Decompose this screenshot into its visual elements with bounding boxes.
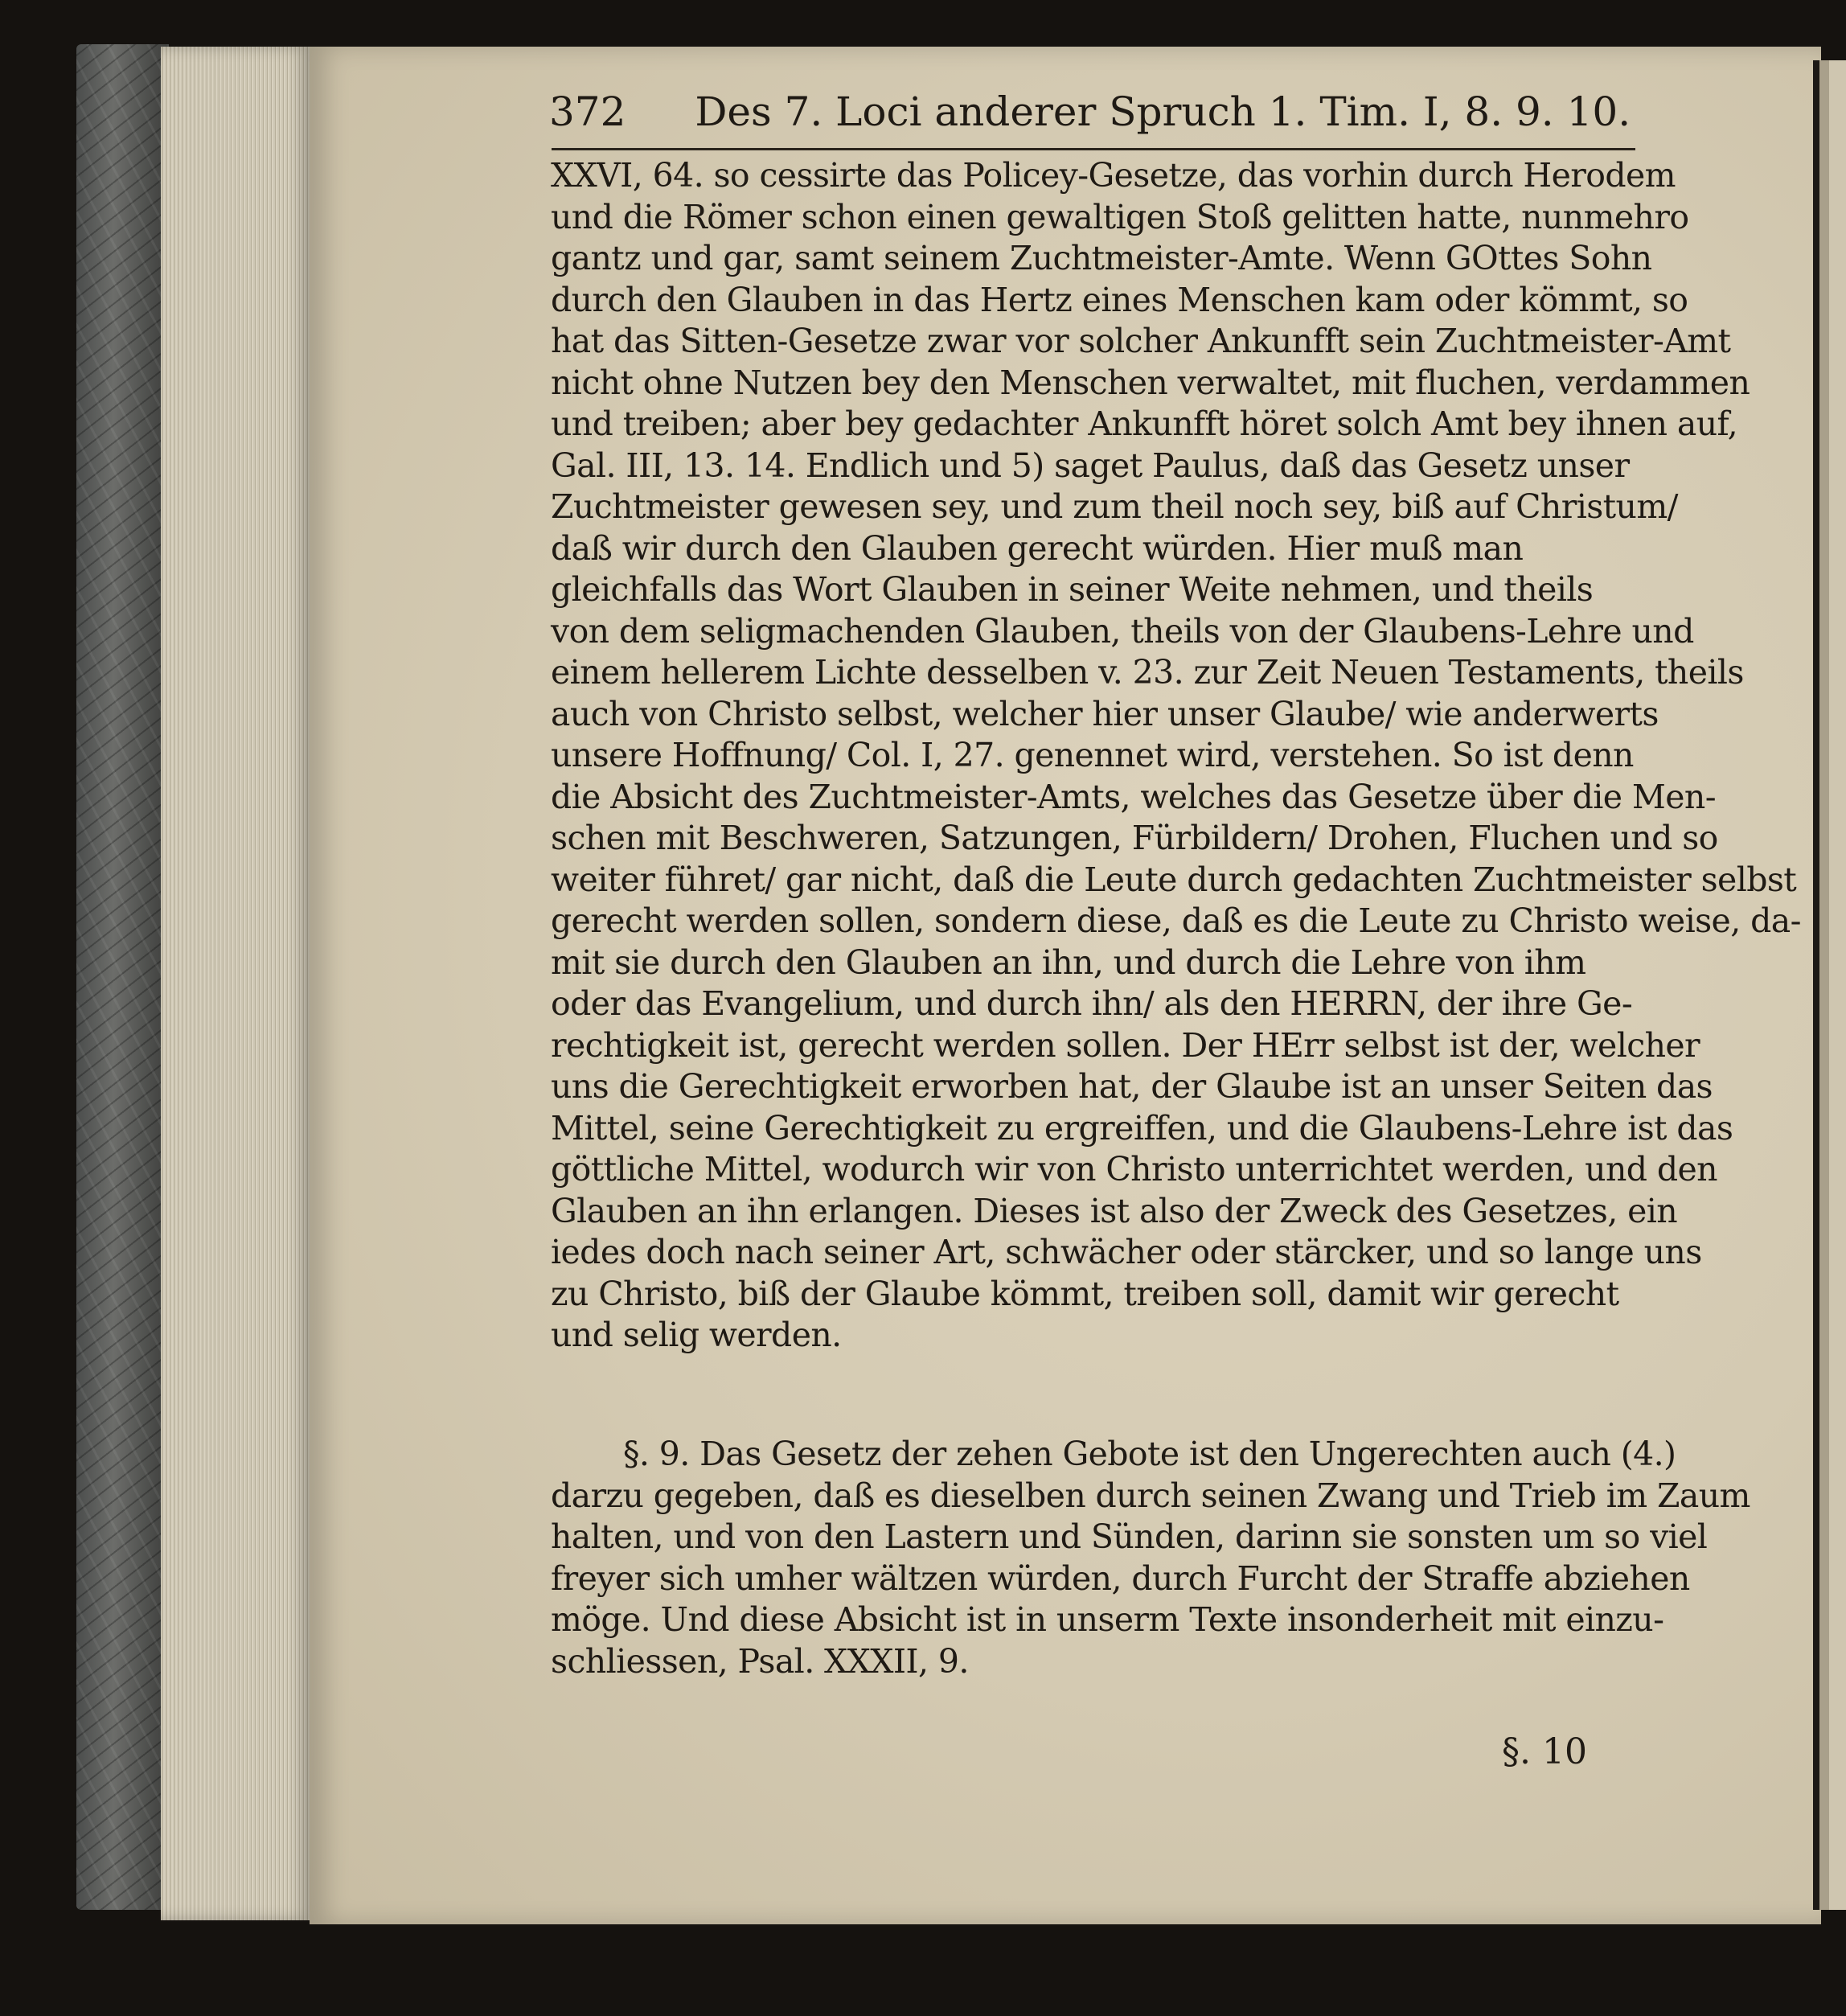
text-line: XXVI, 64. so cessirte das Policey-Gesetze, das vorhin durch Herodem <box>551 156 1676 195</box>
text-line: Mittel, seine Gerechtigkeit zu ergreiffen, und die Glaubens-Lehre ist das <box>551 1108 1733 1148</box>
page-number: 372 <box>549 88 626 135</box>
text-line: Zuchtmeister gewesen sey, und zum theil noch sey, biß auf Christum/ <box>551 487 1678 526</box>
text-line: durch den Glauben in das Hertz eines Menschen kam oder kömmt, so <box>551 280 1688 319</box>
text-line: möge. Und diese Absicht ist in unserm Texte insonderheit mit einzu- <box>551 1600 1664 1639</box>
body-text <box>551 155 1801 1357</box>
text-line: die Absicht des Zuchtmeister-Amts, welches das Gesetze über die Men- <box>551 777 1716 816</box>
text-line: nicht ohne Nutzen bey den Menschen verwaltet, mit fluchen, verdammen <box>551 363 1750 402</box>
text-line: rechtigkeit ist, gerecht werden sollen. Der HErr selbst ist der, welcher <box>551 1025 1700 1065</box>
text-line: Glauben an ihn erlangen. Dieses ist also der Zweck des Gesetzes, ein <box>551 1191 1678 1230</box>
text-line: einem hellerem Lichte desselben v. 23. zur Zeit Neuen Testaments, theils <box>551 653 1744 692</box>
text-line: weiter führet/ gar nicht, daß die Leute durch gedachten Zuchtmeister selbst <box>551 860 1797 899</box>
text-line: gantz und gar, samt seinem Zuchtmeister-Amte. Wenn GOttes Sohn <box>551 239 1652 277</box>
text-line: uns die Gerechtigkeit erworben hat, der Glaube ist an unser Seiten das <box>551 1067 1713 1106</box>
page-edges <box>161 47 314 1920</box>
text-line: Gal. III, 13. 14. Endlich und 5) saget Paulus, daß das Gesetz unser <box>551 445 1630 485</box>
section-9 <box>551 1434 1750 1682</box>
text-line: daß wir durch den Glauben gerecht würden. Hier muß man <box>551 528 1524 568</box>
text-line: oder das Evangelium, und durch ihn/ als den HERRN, der ihre Ge- <box>551 984 1633 1023</box>
text-line: mit sie durch den Glauben an ihn, und durch die Lehre von ihm <box>551 942 1586 982</box>
facing-page-edge <box>1813 60 1846 1910</box>
text-line: gleichfalls das Wort Glauben in seiner Weite nehmen, und theils <box>551 570 1594 609</box>
text-line: auch von Christo selbst, welcher hier unser Glaube/ wie anderwerts <box>551 694 1659 733</box>
text-line: hat das Sitten-Gesetze zwar vor solcher Ankunfft sein Zuchtmeister-Amt <box>551 322 1731 360</box>
text-line: unsere Hoffnung/ Col. I, 27. genennet wird, verstehen. So ist denn <box>551 736 1634 774</box>
page-header <box>549 88 1631 145</box>
text-line: halten, und von den Lastern und Sünden, darinn sie sonsten um so viel <box>551 1517 1708 1556</box>
text-line: gerecht werden sollen, sondern diese, daß es die Leute zu Christo weise, da- <box>551 901 1801 940</box>
text-line: darzu gegeben, daß es dieselben durch seinen Zwang und Trieb im Zaum <box>551 1476 1750 1515</box>
section-heading-line: §. 9. Das Gesetz der zehen Gebote ist den Ungerechten auch (4.) <box>623 1435 1676 1473</box>
text-line: und selig werden. <box>551 1316 842 1354</box>
header-rule <box>552 148 1635 150</box>
text-line: von dem seligmachenden Glauben, theils von der Glaubens-Lehre und <box>551 611 1694 651</box>
running-title: Des 7. Loci anderer Spruch 1. Tim. I, 8. 9. 10. <box>695 88 1631 135</box>
text-line: göttliche Mittel, wodurch wir von Christo unterrichtet werden, und den <box>551 1150 1717 1189</box>
text-line: schen mit Beschweren, Satzungen, Fürbildern/ Drohen, Fluchen und so <box>551 819 1718 857</box>
text-line: und treiben; aber bey gedachter Ankunfft höret solch Amt bey ihnen auf, <box>551 404 1738 443</box>
text-line: und die Römer schon einen gewaltigen Stoß gelitten hatte, nunmehro <box>551 197 1689 236</box>
text-line: schliessen, Psal. XXXII, 9. <box>551 1641 969 1681</box>
text-line: freyer sich umher wältzen würden, durch Furcht der Straffe abziehen <box>551 1558 1690 1598</box>
marbled-cover <box>76 44 169 1910</box>
catchword: §. 10 <box>1502 1731 1587 1772</box>
text-line: zu Christo, biß der Glaube kömmt, treiben soll, damit wir gerecht <box>551 1274 1619 1313</box>
text-line: iedes doch nach seiner Art, schwächer oder stärcker, und so lange uns <box>551 1233 1702 1271</box>
